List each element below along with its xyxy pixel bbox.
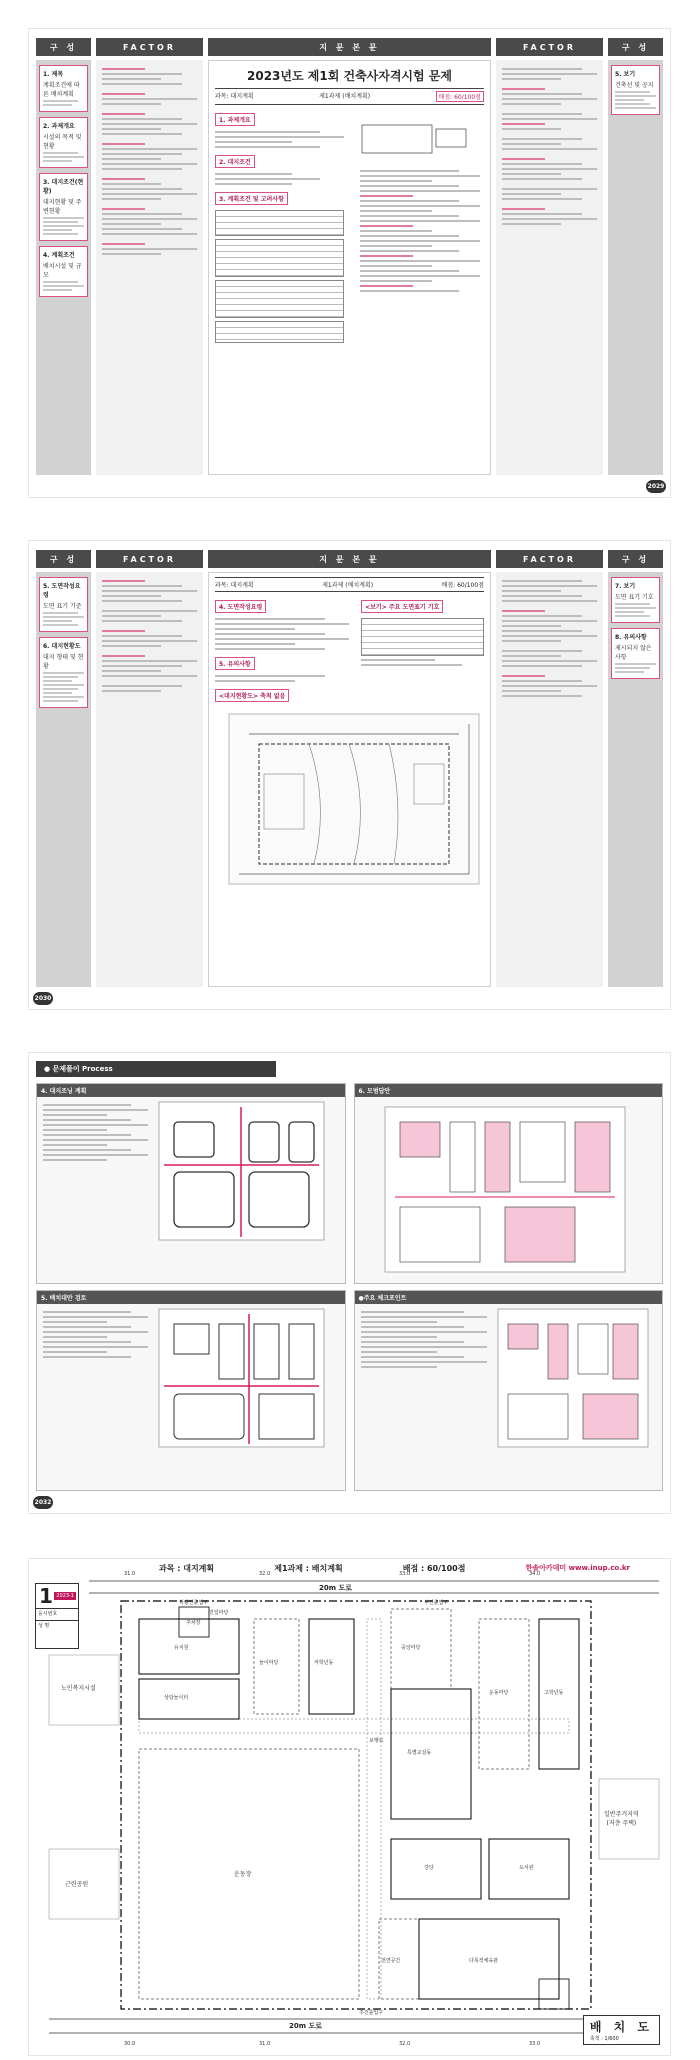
header-structure-right: 구 성 <box>608 550 663 568</box>
left-factor-column <box>96 572 203 987</box>
section-drawing-guide: 4. 도면작성요령 <box>215 600 266 613</box>
page-number: 2032 <box>33 1496 53 1509</box>
zoning-sketch <box>154 1097 329 1247</box>
subject-bar: 과목: 대지계획 제1과제 (배치계획) 배점: 60/100점 <box>215 88 484 105</box>
label-upper-grade: 고학년동 <box>544 1690 564 1696</box>
alternative-sketch <box>154 1304 329 1454</box>
structure-box-1: 1. 제목 계획조건에 따른 배치계획 <box>39 65 88 112</box>
label-auditorium: 강당 <box>424 1865 434 1871</box>
answer-stamp: 1 2023-1 응시번호 성 명 <box>35 1583 79 1649</box>
structure-box-7: 6. 대지현황도 대지 형태 및 현황 <box>39 637 88 708</box>
section-overview: 1. 과제개요 <box>215 113 255 126</box>
right-factor-column <box>496 572 603 987</box>
site-status-drawing <box>219 704 489 894</box>
structure-box-2: 2. 과제개요 시설의 목적 및 현황 <box>39 117 88 168</box>
section-conditions: 3. 계획조건 및 고려사항 <box>215 192 288 205</box>
svg-text:31.0: 31.0 <box>259 2041 271 2047</box>
section-site-plan: <대지현황도> 축척 없음 <box>215 689 289 702</box>
svg-text:32.0: 32.0 <box>259 1571 271 1577</box>
structure-box-6: 5. 도면작성요령 도면 표기 기준 <box>39 577 88 632</box>
step-model-answer: 6. 모범답안 <box>354 1083 664 1284</box>
checkpoint-sketch <box>493 1304 653 1454</box>
label-elderly-facility: 노인복지시설 <box>61 1685 96 1692</box>
label-vehicle-gate: 차량진출입구 <box>179 1600 208 1606</box>
road-label-bottom: 20m 도로 <box>289 2022 322 2030</box>
left-structure-column <box>36 572 91 987</box>
header-structure: 구 성 <box>36 550 91 568</box>
site-plan-drawing <box>29 1559 672 2057</box>
structure-box-4: 4. 계획조건 배치시설 및 규모 <box>39 246 88 297</box>
label-main-gate: 주진출입구 <box>359 2010 384 2016</box>
publisher-brand: 한솔아카데미 www.inup.co.kr <box>525 1564 630 1572</box>
svg-text:30.0: 30.0 <box>124 2041 136 2047</box>
svg-text:32.0: 32.0 <box>399 2041 411 2047</box>
label-front-space: 전면공간 <box>381 1958 401 1964</box>
label-walkway: 보행로 <box>369 1738 384 1744</box>
label-lower-grade: 저학년동 <box>314 1660 334 1666</box>
road-label-top: 20m 도로 <box>319 1584 352 1592</box>
header-factor: FACTOR <box>96 38 203 56</box>
label-library: 도서관 <box>519 1865 534 1871</box>
svg-text:31.0: 31.0 <box>124 1571 136 1577</box>
structure-box-8: 7. 보기 도면 표기 기호 <box>611 577 660 623</box>
svg-text:33.0: 33.0 <box>399 1571 411 1577</box>
subject-bar: 과목: 대지계획 제1과제 (배치계획) 배점: 60/100점 <box>215 577 484 592</box>
label-sports-yard: 운동마당 <box>489 1690 509 1696</box>
label-entry-yard: 진입마당 <box>209 1610 229 1616</box>
facility-sketch <box>354 115 474 165</box>
section-site: 2. 대지조건 <box>215 155 255 168</box>
label-central-yard: 중앙마당 <box>401 1645 421 1651</box>
plan-header: 과목 : 대지계획 제1과제 : 배치계획 배점 : 60/100점 한솔아카데미 www.inup.co.kr <box>159 1564 630 1573</box>
label-sub-gate: 부진출입구 <box>424 1600 449 1606</box>
label-parking: 주차장 <box>186 1620 201 1626</box>
label-gymnasium: 다목적체육관 <box>469 1958 498 1964</box>
site-plan-sheet <box>28 1558 671 2056</box>
left-factor-column <box>96 60 203 475</box>
left-structure-column <box>36 60 91 475</box>
page-number: 2029 <box>646 480 666 493</box>
header-structure-right: 구 성 <box>608 38 663 56</box>
label-residential: 일반주거지역 (저층 주택) <box>604 1811 639 1827</box>
exam-page-2 <box>28 540 671 1010</box>
process-banner: ● 문제풀이 Process <box>36 1061 276 1077</box>
problem-body <box>208 572 491 987</box>
step-zoning: 4. 대지조닝 계획 <box>36 1083 346 1284</box>
label-counseling: 상담놀이터 <box>164 1695 189 1701</box>
header-body: 지 문 본 문 <box>208 38 491 56</box>
drawing-caption: 배 치 도 축척 : 1/600 <box>583 2015 660 2045</box>
svg-text:33.0: 33.0 <box>529 2041 541 2047</box>
problem-body <box>208 60 491 475</box>
structure-box-3: 3. 대지조건(현황) 대지현황 및 주변현황 <box>39 173 88 241</box>
label-play-yard: 놀이마당 <box>259 1660 279 1666</box>
exam-page-3 <box>28 1052 671 1514</box>
right-structure-column <box>608 60 663 475</box>
header-body: 지 문 본 문 <box>208 550 491 568</box>
section-legend: <보기> 주요 도면표기 기호 <box>361 600 443 613</box>
label-park: 근린공원 <box>65 1881 89 1888</box>
step-alternatives: 5. 배치대안 검토 <box>36 1290 346 1491</box>
label-special-classroom: 특별교실동 <box>407 1750 432 1756</box>
label-kindergarten: 유치원 <box>174 1645 189 1651</box>
right-structure-column <box>608 572 663 987</box>
model-answer-sketch <box>355 1097 655 1277</box>
structure-box-5: 5. 보기 건축선 및 공지 <box>611 65 660 115</box>
exam-title: 2023년도 제1회 건축사자격시험 문제 <box>247 69 452 83</box>
step-checkpoints: ●주요 체크포인트 <box>354 1290 664 1491</box>
exam-page-1 <box>28 28 671 498</box>
label-playground: 운동장 <box>234 1871 252 1878</box>
header-factor-right: FACTOR <box>496 38 603 56</box>
structure-box-9: 8. 유의사항 제시되지 않은 사항 <box>611 628 660 679</box>
header-factor-right: FACTOR <box>496 550 603 568</box>
header-factor: FACTOR <box>96 550 203 568</box>
page-number: 2030 <box>33 992 53 1005</box>
header-structure: 구 성 <box>36 38 91 56</box>
section-notes: 5. 유의사항 <box>215 657 255 670</box>
svg-text:34.0: 34.0 <box>529 1571 541 1577</box>
right-factor-column <box>496 60 603 475</box>
